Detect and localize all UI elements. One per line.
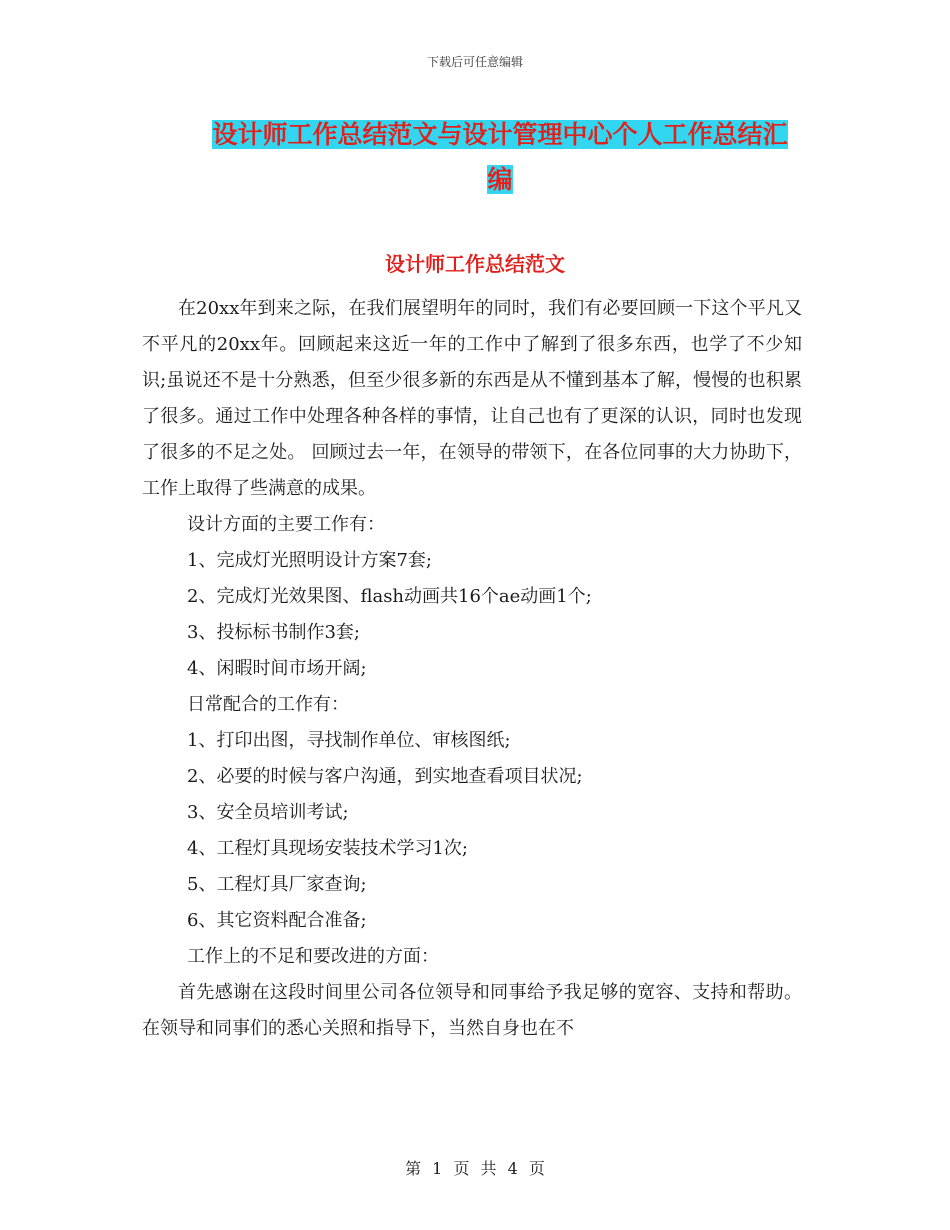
section-title: 设计师工作总结范文 [385, 252, 565, 276]
intro-paragraph: 在20xx年到来之际，在我们展望明年的同时，我们有必要回顾一下这个平凡又不平凡的20xx年。回顾起来这近一年的工作中了解到了很多东西，也学了不少知识;虽说还不是十分熟悉，但至少很多新的东西是从不懂到基本了解，慢慢的也积累了很多。通过工作中处理各种各样的事情，让自己也有了更深的认识，同时也发现了很多的不足之处。 回顾过去一年，在领导的带领下，在各位同事的大力协助下，工作上取得了些满意的成果。 [142, 298, 802, 499]
title-line-1: 设计师工作总结范文与设计管理中心个人工作总结汇 [212, 120, 788, 149]
list-item: 2、完成灯光效果图、flash动画共16个ae动画1个; [187, 586, 592, 607]
list-item: 4、工程灯具现场安装技术学习1次; [187, 838, 468, 859]
closing-paragraph: 首先感谢在这段时间里公司各位领导和同事给予我足够的宽容、支持和帮助。在领导和同事们的悉心关照和指导下，当然自身也在不 [142, 982, 802, 1039]
list-item: 1、完成灯光照明设计方案7套; [187, 550, 432, 571]
list-item: 6、其它资料配合准备; [187, 910, 367, 931]
document-body [142, 291, 802, 1047]
list-item: 4、闲暇时间市场开阔; [187, 658, 367, 679]
design-heading: 设计方面的主要工作有： [187, 514, 385, 535]
list-item: 1、打印出图，寻找制作单位、审核图纸; [187, 730, 511, 751]
list-item: 3、安全员培训考试; [187, 802, 349, 823]
list-item: 3、投标标书制作3套; [187, 622, 360, 643]
page-footer: 第 1 页 共 4 页 [405, 1159, 545, 1178]
title-line-2: 编 [487, 165, 513, 194]
document-title [195, 112, 805, 202]
shortcomings-heading: 工作上的不足和要改进的方面： [187, 946, 439, 967]
header-note: 下载后可任意编辑 [426, 55, 523, 69]
list-item: 2、必要的时候与客户沟通，到实地查看项目状况; [187, 766, 583, 787]
list-item: 5、工程灯具厂家查询; [187, 874, 367, 895]
daily-heading: 日常配合的工作有： [187, 694, 349, 715]
